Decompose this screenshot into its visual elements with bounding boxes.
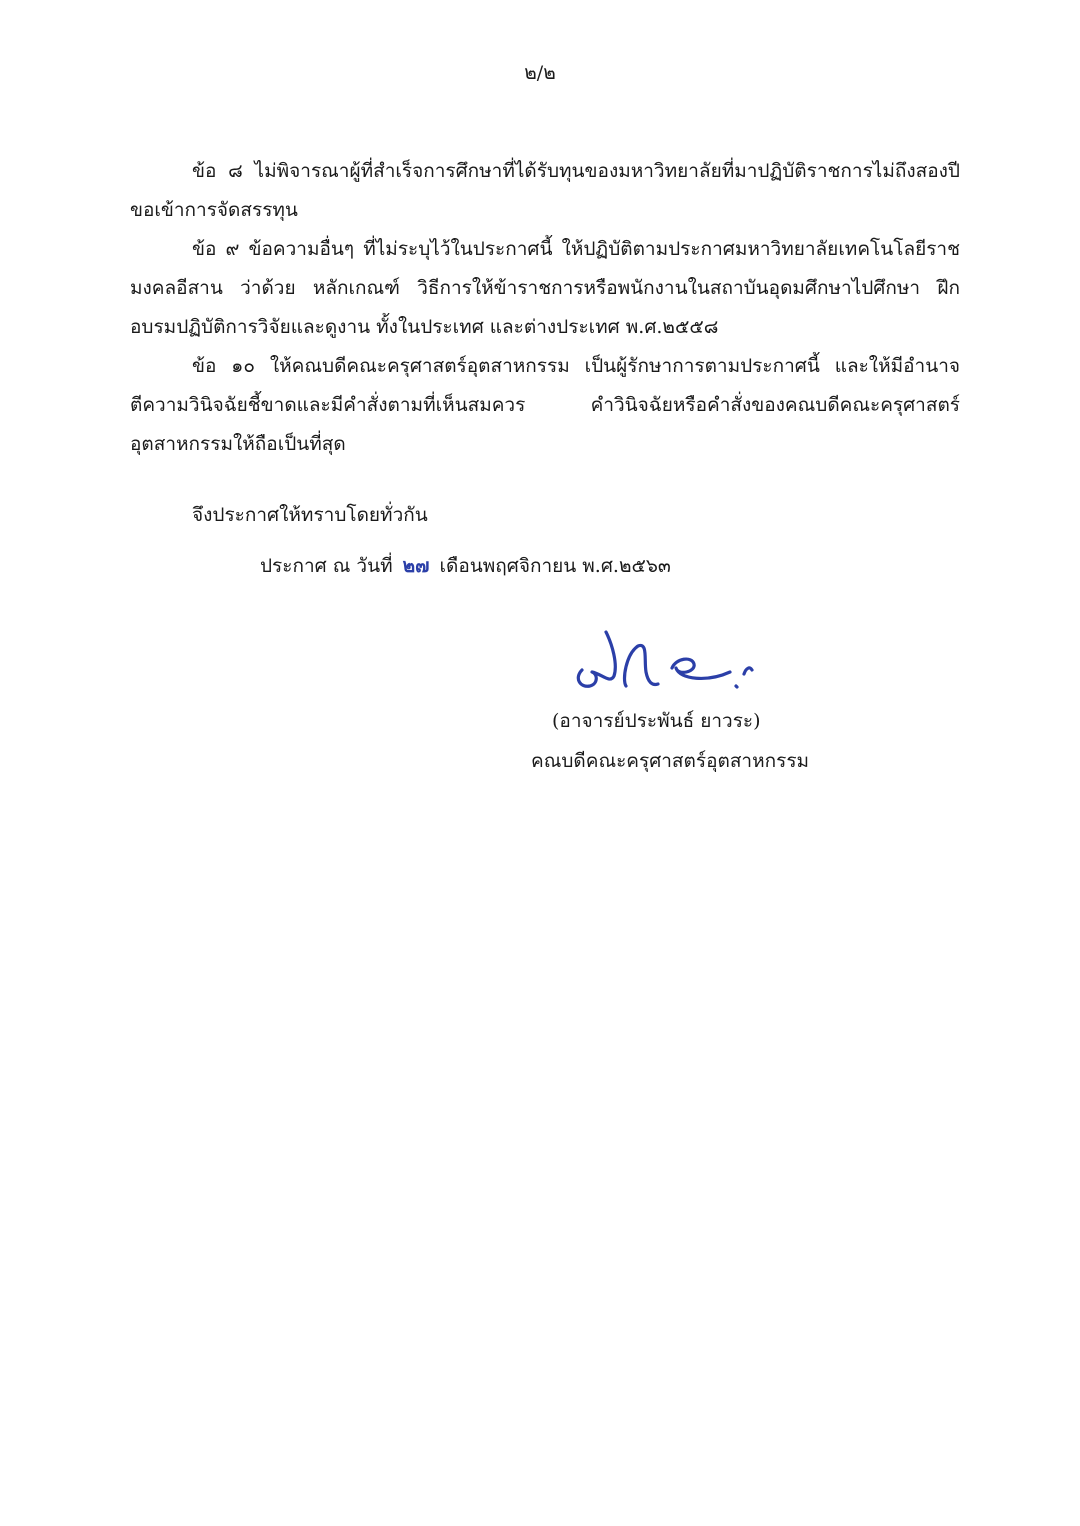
date-suffix: เดือนพฤศจิกายน พ.ศ.๒๕๖๓ <box>439 555 671 577</box>
date-prefix: ประกาศ ณ วันที่ <box>260 555 393 577</box>
clause-8: ข้อ ๘ ไม่พิจารณาผู้ที่สำเร็จการศึกษาที่ได้รับทุนของมหาวิทยาลัยที่มาปฏิบัติราชการไม่ถึงสองปีขอเข้าการจัดสรรทุน <box>130 160 960 221</box>
signer-name: (อาจารย์ประพันธ์ ยาวระ) <box>552 710 761 732</box>
page-number: ๒/๒ <box>524 62 556 84</box>
document-body <box>130 152 960 464</box>
handwritten-signature <box>568 624 768 696</box>
handwritten-day: ๒๗ <box>402 555 430 577</box>
announcement-date <box>260 551 671 581</box>
clause-10: ข้อ ๑๐ ให้คณบดีคณะครุศาสตร์อุตสาหกรรม เป็นผู้รักษาการตามประกาศนี้ และให้มีอำนาจตีความวินิจฉัยชี้ขาดและมีคำสั่งตามที่เห็นสมควร คำวินิจฉัยหรือคำสั่งของคณบดีคณะครุศาสตร์อุตสาหกรรมให้ถือเป็นที่สุด <box>130 355 960 455</box>
clause-9: ข้อ ๙ ข้อความอื่นๆ ที่ไม่ระบุไว้ในประกาศนี้ ให้ปฏิบัติตามประกาศมหาวิทยาลัยเทคโนโลยีราชมงคลอีสาน ว่าด้วย หลักเกณฑ์ วิธีการให้ข้าราชการหรือพนักงานในสถาบันอุดมศึกษาไปศึกษา ฝึกอบรมปฏิบัติการวิจัยและดูงาน ทั้งในประเทศ และต่างประเทศ พ.ศ.๒๕๕๘ <box>130 238 960 338</box>
signer-position: คณบดีคณะครุศาสตร์อุตสาหกรรม <box>531 750 810 772</box>
closing-statement: จึงประกาศให้ทราบโดยทั่วกัน <box>192 504 428 526</box>
